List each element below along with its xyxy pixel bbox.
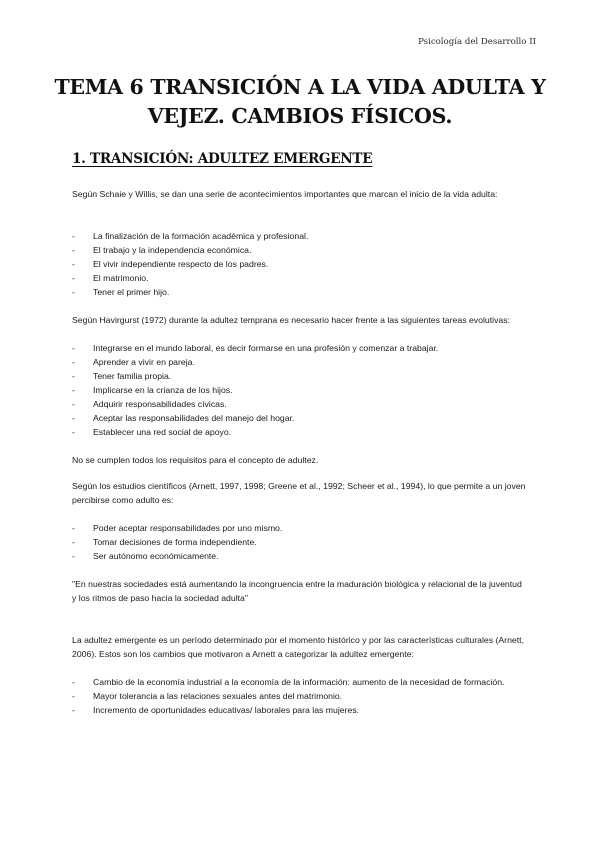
- paragraph-emerging-adulthood: La adultez emergente es un período determinado por el momento histórico y por las características culturales (Arnett, 2006). Estos son los cambios que motivaron a Arnett a categorizar la adultez emergente:: [72, 635, 524, 659]
- list-item: - Adquirir responsabilidades cívicas.: [72, 397, 528, 411]
- paragraph-scientific-studies: Según los estudios científicos (Arnett, 1997, 1998; Greene et al., 1992; Scheer et al., 1994), lo que permite a un joven percibirse como adulto es:: [72, 481, 526, 505]
- list-item: - El matrimonio.: [72, 271, 528, 285]
- paragraph-schaie-willis: Según Schaie y Willis, se dan una serie de acontecimientos importantes que marcan el inicio de la vida adulta:: [72, 189, 498, 199]
- list-item: - Establecer una red social de apoyo.: [72, 425, 528, 439]
- paragraph-havirgurst: Según Havirgurst (1972) durante la adultez temprana es necesario hacer frente a las siguientes tareas evolutivas:: [72, 315, 511, 325]
- quote: "En nuestras sociedades está aumentando la incongruencia entre la maduración biológica y relacional de la juventud y los ritmos de paso hacia la sociedad adulta": [72, 579, 522, 603]
- list-adult-life-events: [72, 229, 528, 299]
- list-item: - El trabajo y la independencia económica.: [72, 243, 528, 257]
- document-body: [72, 187, 528, 717]
- list-item: - Integrarse en el mundo laboral, es decir formarse en una profesión y comenzar a trabajar.: [72, 341, 528, 355]
- list-evolutionary-tasks: [72, 341, 528, 439]
- list-item: - El vivir independiente respecto de los padres.: [72, 257, 528, 271]
- paragraph-requirements: No se cumplen todos los requisitos para el concepto de adultez.: [72, 455, 319, 465]
- list-item: - Tener el primer hijo.: [72, 285, 528, 299]
- list-arnett-changes: [72, 675, 528, 717]
- list-item: - Tener familia propia.: [72, 369, 528, 383]
- list-item: - Aceptar las responsabilidades del manejo del hogar.: [72, 411, 528, 425]
- running-header: Psicología del Desarrollo II: [418, 37, 536, 47]
- section-heading: 1. TRANSICIÓN: ADULTEZ EMERGENTE: [72, 151, 373, 167]
- list-item: - Tomar decisiones de forma independiente.: [72, 535, 528, 549]
- list-item: - Implicarse en la crianza de los hijos.: [72, 383, 528, 397]
- list-item: - Ser autónomo económicamente.: [72, 549, 528, 563]
- list-perceived-adulthood: [72, 521, 528, 563]
- list-item: - Incremento de oportunidades educativas/ laborales para las mujeres.: [72, 703, 528, 717]
- list-item: - Cambio de la economía industrial a la economía de la información: aumento de la necesidad de formación.: [72, 675, 528, 689]
- list-item: - Poder aceptar responsabilidades por uno mismo.: [72, 521, 528, 535]
- page-title: TEMA 6 TRANSICIÓN A LA VIDA ADULTA Y VEJEZ. CAMBIOS FÍSICOS.: [54, 75, 546, 128]
- list-item: - Aprender a vivir en pareja.: [72, 355, 528, 369]
- list-item: - Mayor tolerancia a las relaciones sexuales antes del matrimonio.: [72, 689, 528, 703]
- list-item: - La finalización de la formación académica y profesional.: [72, 229, 528, 243]
